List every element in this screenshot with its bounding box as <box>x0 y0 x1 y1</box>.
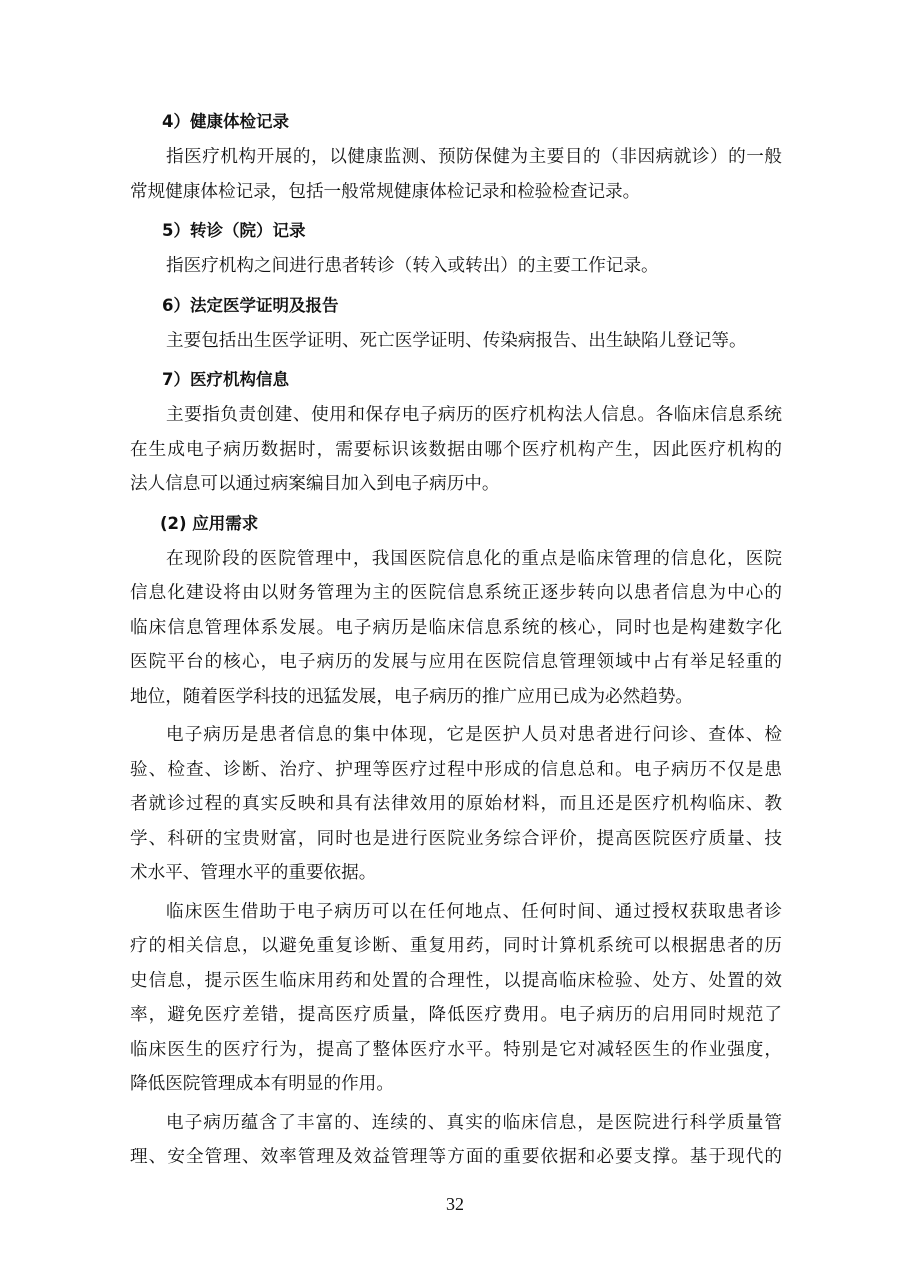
text-line: 降低医院管理成本有明显的作用。 <box>130 1074 394 1094</box>
section-heading-referral-record: 5）转诊（院）记录 <box>162 221 306 240</box>
paragraph-clinical-doctors <box>130 895 782 1102</box>
text-line: 信息化建设将由以财务管理为主的医院信息系统正逐步转向以患者信息为中心的 <box>130 583 782 603</box>
text-line: 主要包括出生医学证明、死亡医学证明、传染病报告、出生缺陷儿登记等。 <box>166 330 747 351</box>
text-line: 临床医生的医疗行为，提高了整体医疗水平。特别是它对减轻医生的作业强度， <box>130 1039 782 1060</box>
text-line: 临床医生借助于电子病历可以在任何地点、任何时间、通过授权获取患者诊 <box>166 901 782 922</box>
text-line: 常规健康体检记录，包括一般常规健康体检记录和检验检查记录。 <box>130 181 641 202</box>
text-line: 疗的相关信息，以避免重复诊断、重复用药，同时计算机系统可以根据患者的历 <box>130 936 782 956</box>
page-number: 32 <box>446 1194 464 1214</box>
text-line: 学、科研的宝贵财富，同时也是进行医院业务综合评价，提高医院医疗质量、技 <box>130 828 782 849</box>
text-line: 者就诊过程的真实反映和具有法律效用的原始材料，而且还是医疗机构临床、教 <box>130 794 782 814</box>
document-body <box>130 104 782 1175</box>
paragraph-hospital-informatization <box>130 542 782 715</box>
paragraph-emr-embodiment <box>130 718 782 891</box>
text-line: 在生成电子病历数据时，需要标识该数据由哪个医疗机构产生，因此医疗机构的 <box>130 439 782 460</box>
text-line: 指医疗机构开展的，以健康监测、预防保健为主要目的（非因病就诊）的一般 <box>166 147 782 167</box>
section-body-institution-info <box>130 398 782 502</box>
text-line: 验、检查、诊断、治疗、护理等医疗过程中形成的信息总和。电子病历不仅是患 <box>130 759 782 780</box>
section-heading-application-requirements: (2) 应用需求 <box>160 513 259 533</box>
text-line: 史信息，提示医生临床用药和处置的合理性，以提高临床检验、处方、处置的效 <box>130 970 782 991</box>
text-line: 临床信息管理体系发展。电子病历是临床信息系统的核心，同时也是构建数字化 <box>130 617 782 638</box>
text-line: 理、安全管理、效率管理及效益管理等方面的重要依据和必要支撑。基于现代的 <box>130 1147 782 1167</box>
text-line: 地位，随着医学科技的迅猛发展，电子病历的推广应用已成为必然趋势。 <box>130 686 694 707</box>
section-body-health-checkup <box>130 140 782 209</box>
section-heading-legal-certificates: 6）法定医学证明及报告 <box>162 295 339 315</box>
text-line: 指医疗机构之间进行患者转诊（转入或转出）的主要工作记录。 <box>166 256 659 276</box>
text-line: 率，避免医疗差错，提高医疗质量，降低医疗费用。电子病历的启用同时规范了 <box>130 1005 782 1025</box>
text-line: 在现阶段的医院管理中，我国医院信息化的重点是临床管理的信息化，医院 <box>166 548 782 569</box>
text-line: 电子病历蕴含了丰富的、连续的、真实的临床信息，是医院进行科学质量管 <box>166 1112 782 1133</box>
section-body-legal-certificates <box>130 324 782 359</box>
text-line: 法人信息可以通过病案编目加入到电子病历中。 <box>130 474 500 494</box>
paragraph-emr-clinical-info <box>130 1106 782 1175</box>
section-heading-health-checkup: 4）健康体检记录 <box>162 112 289 131</box>
text-line: 主要指负责创建、使用和保存电子病历的医疗机构法人信息。各临床信息系统 <box>166 405 782 425</box>
text-line: 电子病历是患者信息的集中体现，它是医护人员对患者进行问诊、查体、检 <box>166 725 782 745</box>
text-line: 术水平、管理水平的重要依据。 <box>130 863 377 883</box>
section-body-referral-record <box>130 249 782 284</box>
section-heading-institution-info: 7）医疗机构信息 <box>162 370 289 389</box>
text-line: 医院平台的核心，电子病历的发展与应用在医院信息管理领域中占有举足轻重的 <box>130 652 782 672</box>
